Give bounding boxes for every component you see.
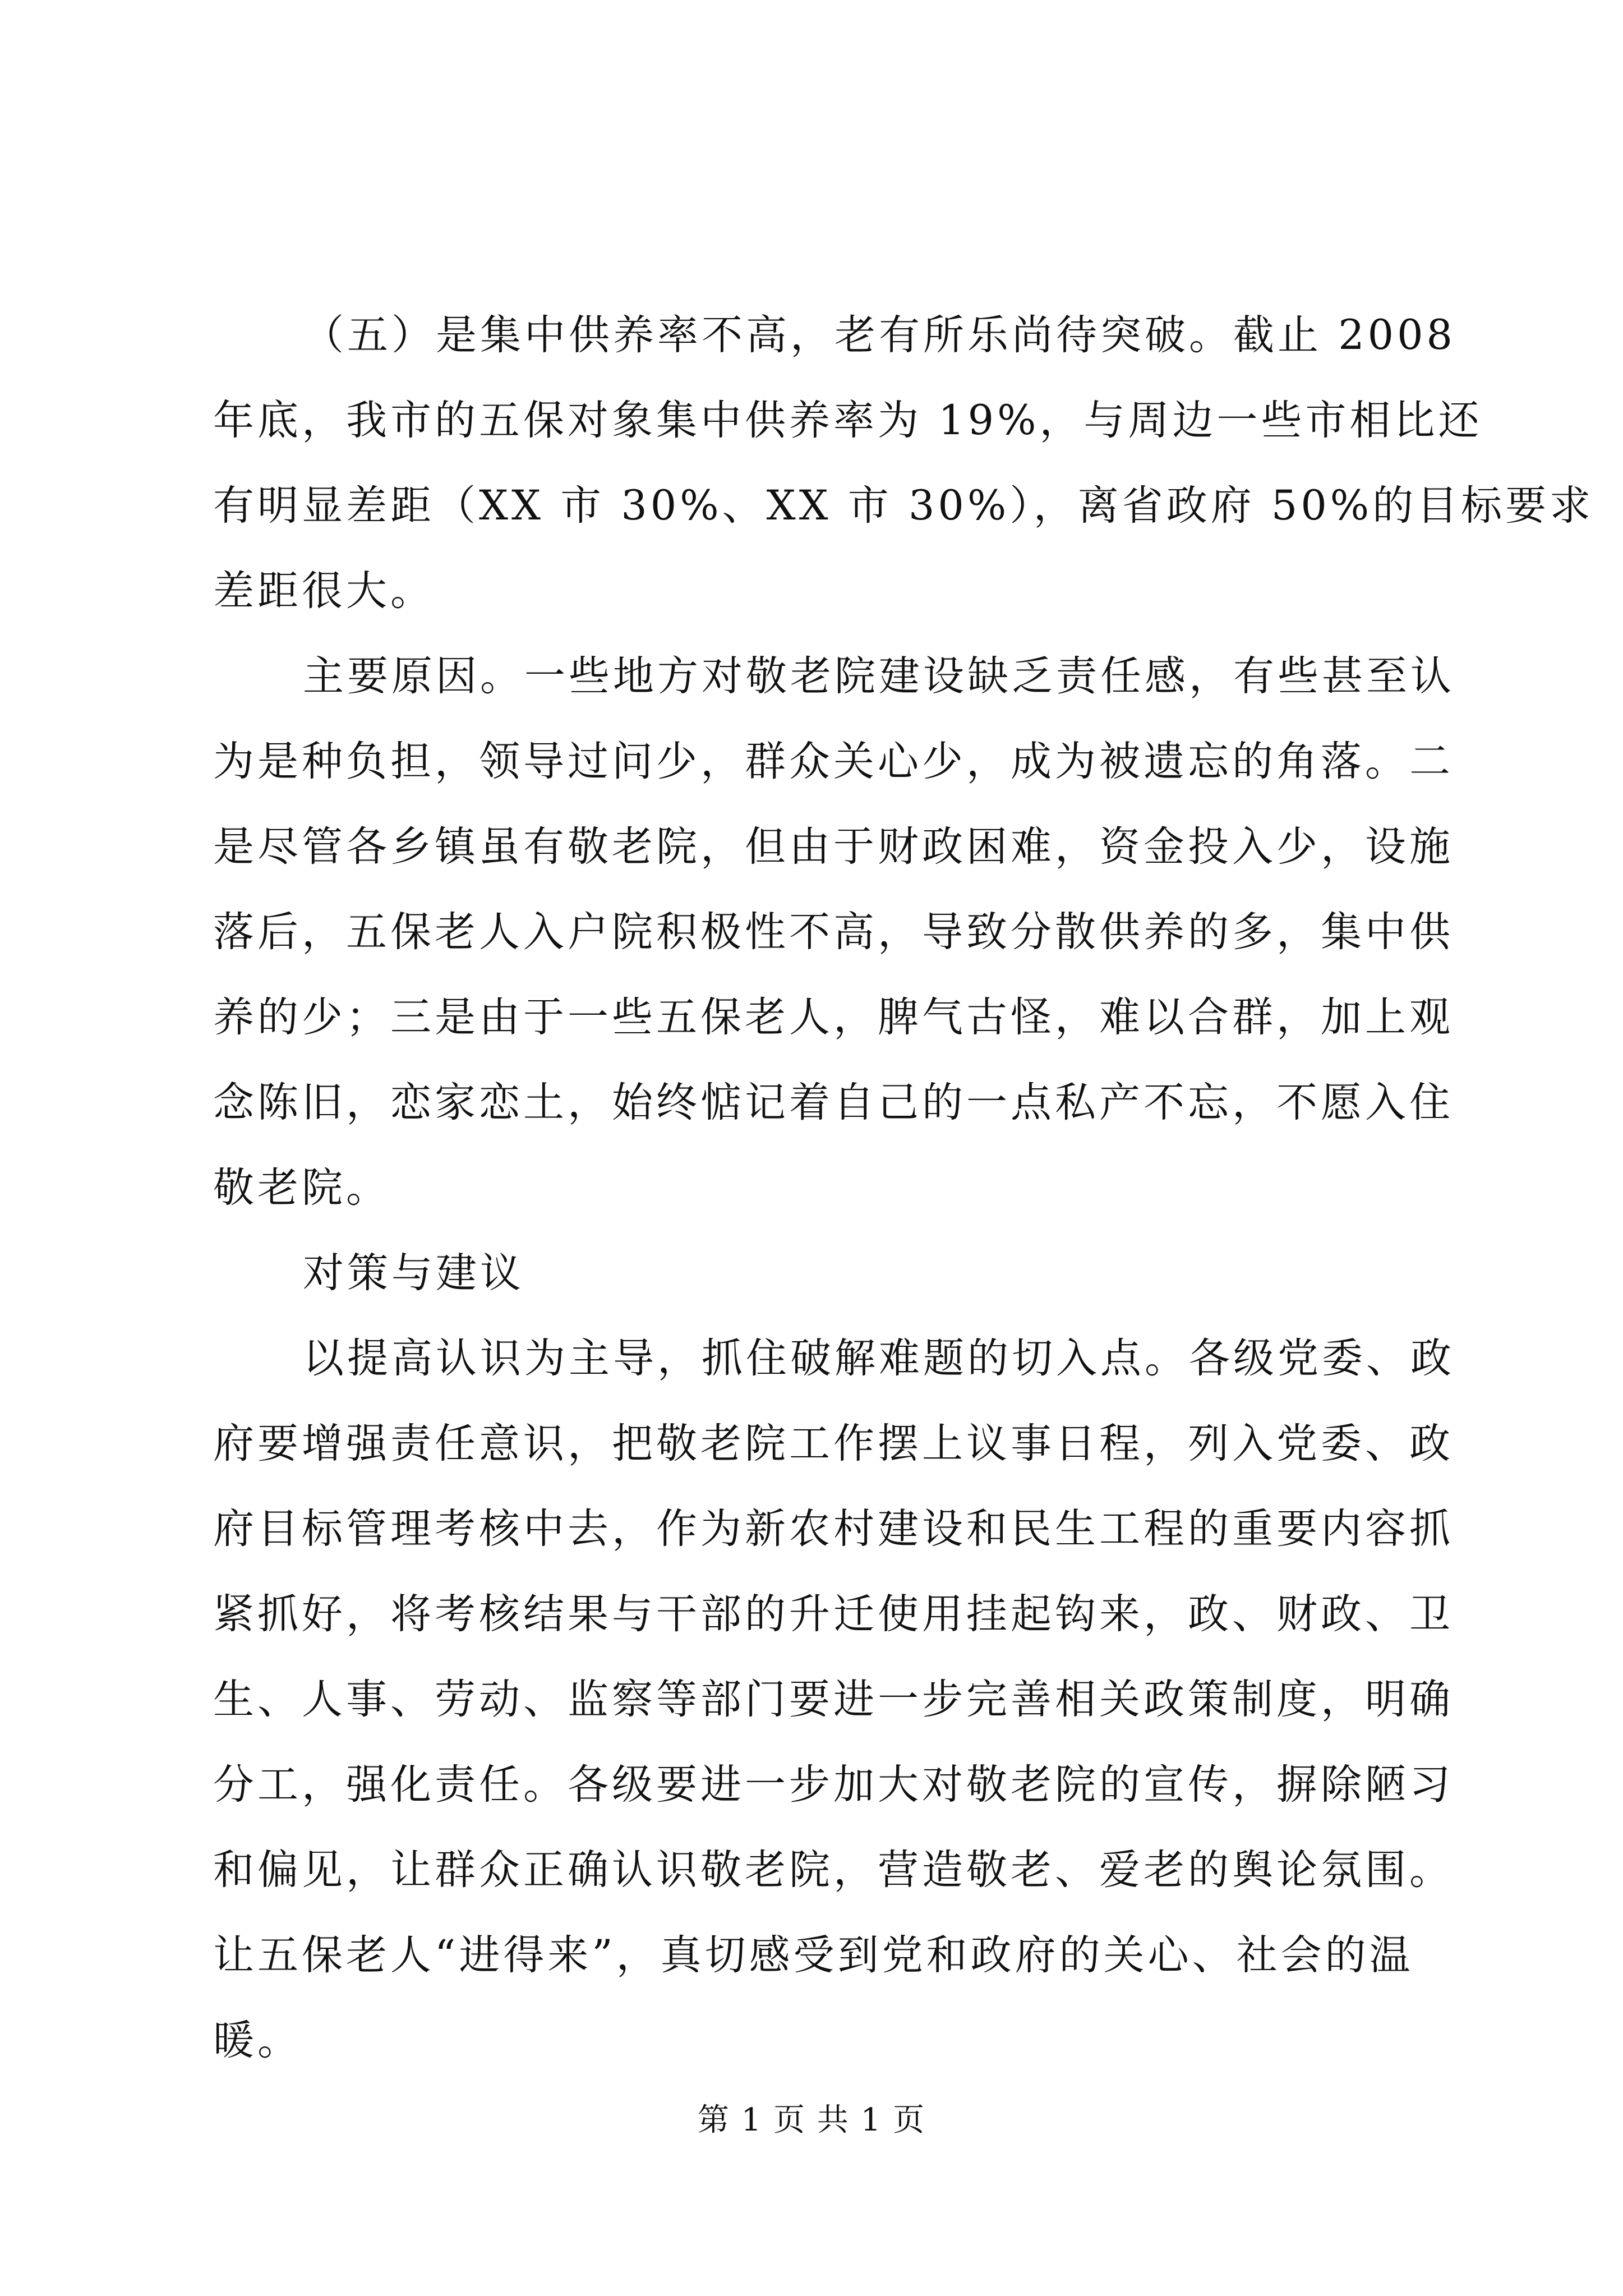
paragraph-3-line-3: 府目标管理考核中去，作为新农村建设和民生工程的重要内容抓	[213, 1505, 1454, 1553]
paragraph-2-line-7: 敬老院。	[213, 1164, 390, 1212]
paragraph-3-line-9: 暖。	[213, 2017, 302, 2064]
paragraph-3-line-1: 以提高认识为主导，抓住破解难题的切入点。各级党委、政	[303, 1335, 1455, 1382]
paragraph-1-line-4: 差距很大。	[213, 567, 435, 615]
paragraph-3-line-8: 让五保老人“进得来”，真切感受到党和政府的关心、社会的温	[213, 1931, 1414, 1979]
paragraph-2-line-2: 为是种负担，领导过问少，群众关心少，成为被遗忘的角落。二	[213, 738, 1454, 785]
page-footer: 第 1 页 共 1 页	[697, 2102, 926, 2138]
section-heading: 对策与建议	[303, 1249, 524, 1297]
paragraph-2-line-5: 养的少；三是由于一些五保老人，脾气古怪，难以合群，加上观	[213, 993, 1454, 1041]
paragraph-2-line-3: 是尽管各乡镇虽有敬老院，但由于财政困难，资金投入少，设施	[213, 823, 1454, 871]
paragraph-2-line-4: 落后，五保老人入户院积极性不高，导致分散供养的多，集中供	[213, 908, 1454, 956]
paragraph-2-line-1: 主要原因。一些地方对敬老院建设缺乏责任感，有些甚至认	[303, 652, 1455, 700]
paragraph-3-line-7: 和偏见，让群众正确认识敬老院，营造敬老、爱老的舆论氛围。	[213, 1846, 1454, 1894]
paragraph-3-line-4: 紧抓好，将考核结果与干部的升迁使用挂起钩来，政、财政、卫	[213, 1590, 1454, 1638]
paragraph-2-line-6: 念陈旧，恋家恋土，始终惦记着自己的一点私产不忘，不愿入住	[213, 1079, 1454, 1126]
paragraph-3-line-2: 府要增强责任意识，把敬老院工作摆上议事日程，列入党委、政	[213, 1420, 1454, 1467]
paragraph-1-line-2: 年底，我市的五保对象集中供养率为 19%，与周边一些市相比还	[213, 397, 1483, 444]
paragraph-1-line-1: （五）是集中供养率不高，老有所乐尚待突破。截止 2008	[303, 311, 1456, 359]
paragraph-1-line-3: 有明显差距（XX 市 30%、XX 市 30%），离省政府 50%的目标要求	[213, 482, 1594, 530]
paragraph-3-line-6: 分工，强化责任。各级要进一步加大对敬老院的宣传，摒除陋习	[213, 1761, 1454, 1809]
paragraph-3-line-5: 生、人事、劳动、监察等部门要进一步完善相关政策制度，明确	[213, 1676, 1454, 1723]
